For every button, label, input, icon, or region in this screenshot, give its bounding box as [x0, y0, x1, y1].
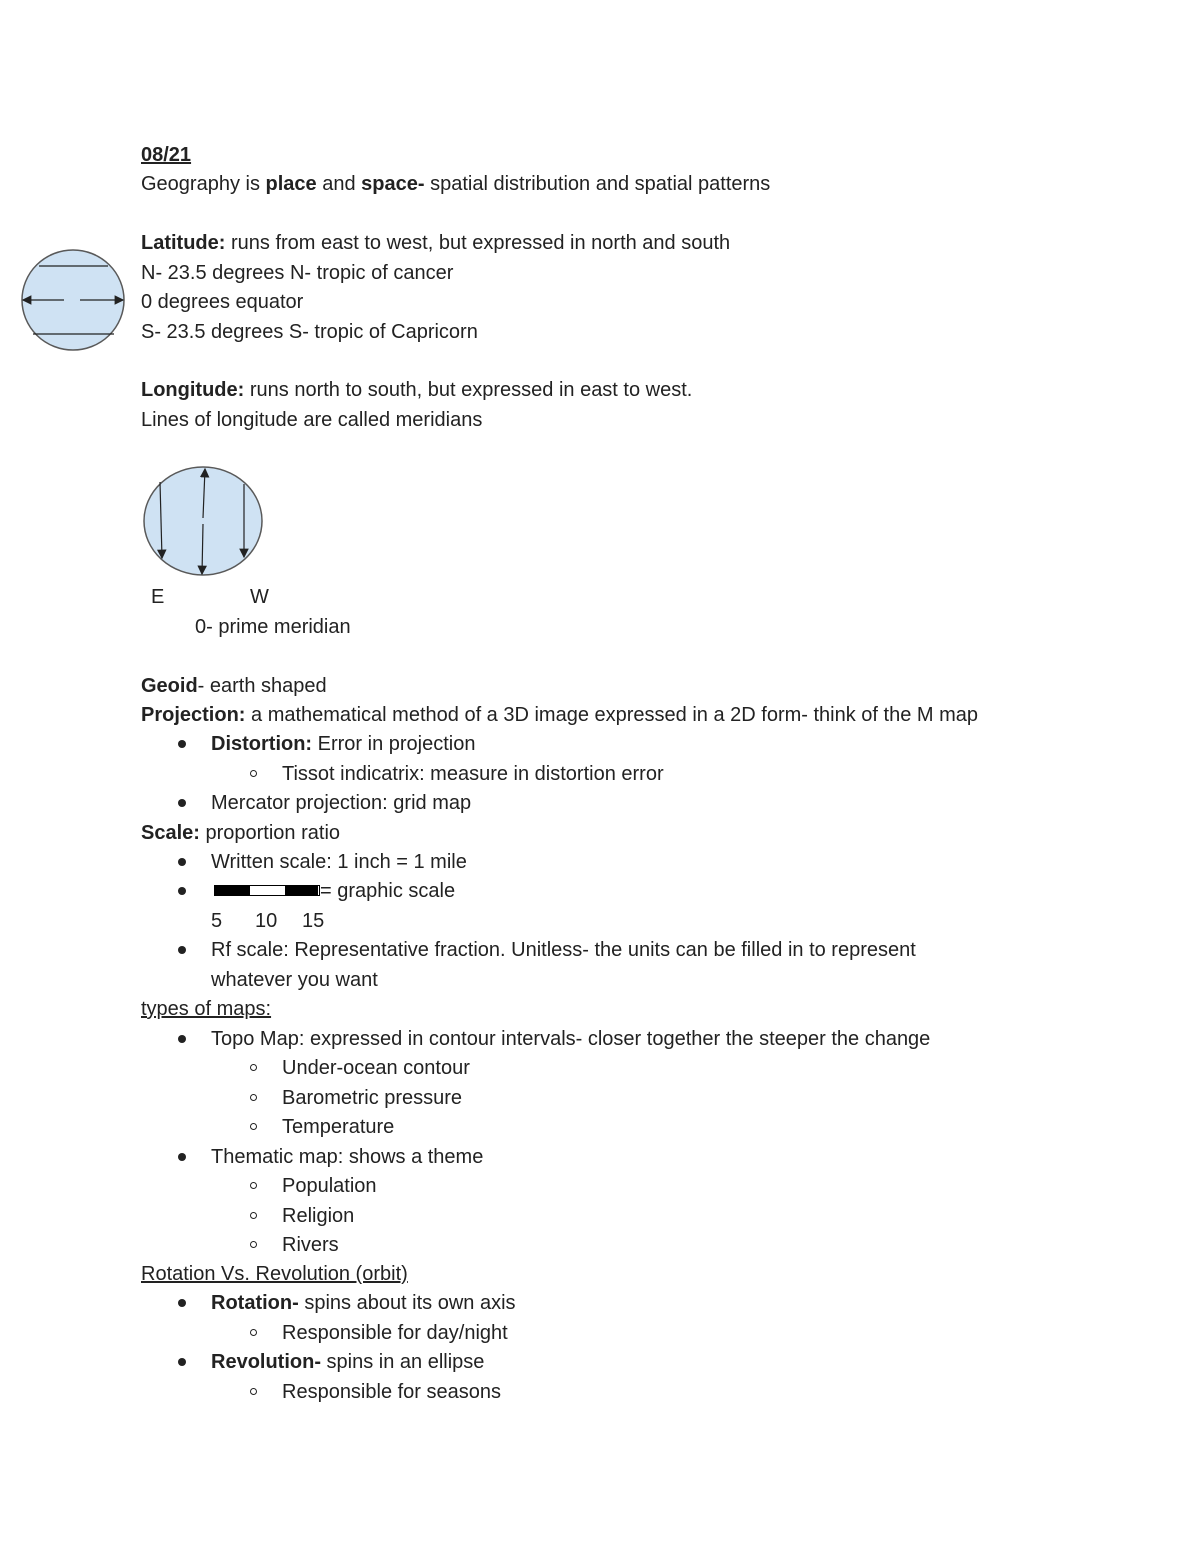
mercator-item: Mercator projection: grid map — [211, 792, 472, 814]
bullet-dot — [178, 799, 186, 807]
bullet-circle — [250, 1329, 257, 1336]
list-item: Population — [282, 1175, 377, 1197]
latitude-globe-diagram — [20, 249, 128, 353]
types-of-maps-heading: types of maps: — [141, 998, 272, 1020]
bullet-dot — [178, 740, 186, 748]
bullet-circle — [250, 770, 257, 777]
date-heading: 08/21 — [141, 144, 192, 166]
meridians-line: Lines of longitude are called meridians — [141, 409, 483, 431]
label-west: W — [250, 586, 269, 608]
bullet-dot — [178, 887, 186, 895]
bullet-dot — [178, 1358, 186, 1366]
topo-map-item: Topo Map: expressed in contour intervals- closer together the steeper the change — [211, 1028, 931, 1050]
bullet-circle — [250, 1064, 257, 1071]
bullet-circle — [250, 1182, 257, 1189]
graphic-scale-bar — [214, 885, 320, 896]
scale-line: Scale: proportion ratio — [141, 822, 341, 844]
rotation-revolution-heading: Rotation Vs. Revolution (orbit) — [141, 1263, 408, 1285]
bullet-dot — [178, 1153, 186, 1161]
graphic-scale-item: = graphic scale — [211, 878, 455, 904]
rf-scale-item: Rf scale: Representative fraction. Unitless- the units can be filled in to represent — [211, 939, 916, 961]
bullet-circle — [250, 1094, 257, 1101]
list-item: Barometric pressure — [282, 1087, 463, 1109]
rotation-item: Rotation- spins about its own axis — [211, 1292, 516, 1314]
longitude-globe-diagram — [143, 466, 265, 578]
list-item: Religion — [282, 1205, 355, 1227]
bullet-dot — [178, 1299, 186, 1307]
list-item: Rivers — [282, 1234, 339, 1256]
bullet-circle — [250, 1123, 257, 1130]
label-east: E — [151, 586, 165, 608]
bullet-circle — [250, 1212, 257, 1219]
scale-tick-10: 10 — [255, 910, 278, 932]
bullet-circle — [250, 1388, 257, 1395]
scale-tick-5: 5 — [211, 910, 223, 932]
list-item: Responsible for day/night — [282, 1322, 508, 1344]
geoid-line: Geoid- earth shaped — [141, 675, 327, 697]
scale-tick-15: 15 — [302, 910, 325, 932]
bullet-dot — [178, 946, 186, 954]
written-scale-item: Written scale: 1 inch = 1 mile — [211, 851, 467, 873]
revolution-item: Revolution- spins in an ellipse — [211, 1351, 485, 1373]
bullet-dot — [178, 1035, 186, 1043]
latitude-definition: Latitude: runs from east to west, but expressed in north and south — [141, 232, 731, 254]
list-item: Under-ocean contour — [282, 1057, 470, 1079]
list-item: Temperature — [282, 1116, 395, 1138]
thematic-map-item: Thematic map: shows a theme — [211, 1146, 484, 1168]
latitude-line-south: S- 23.5 degrees S- tropic of Capricorn — [141, 321, 478, 343]
list-item: Responsible for seasons — [282, 1381, 502, 1403]
intro-line: Geography is place and space- spatial distribution and spatial patterns — [141, 173, 771, 195]
bullet-dot — [178, 858, 186, 866]
longitude-definition: Longitude: runs north to south, but expressed in east to west. — [141, 379, 693, 401]
tissot-item: Tissot indicatrix: measure in distortion error — [282, 763, 664, 785]
projection-line: Projection: a mathematical method of a 3D image expressed in a 2D form- think of the M map — [141, 704, 979, 726]
latitude-line-north: N- 23.5 degrees N- tropic of cancer — [141, 262, 454, 284]
latitude-line-equator: 0 degrees equator — [141, 291, 304, 313]
distortion-item: Distortion: Error in projection — [211, 733, 476, 755]
prime-meridian-label: 0- prime meridian — [195, 616, 351, 638]
bullet-circle — [250, 1241, 257, 1248]
rf-scale-item-cont: whatever you want — [211, 969, 378, 991]
